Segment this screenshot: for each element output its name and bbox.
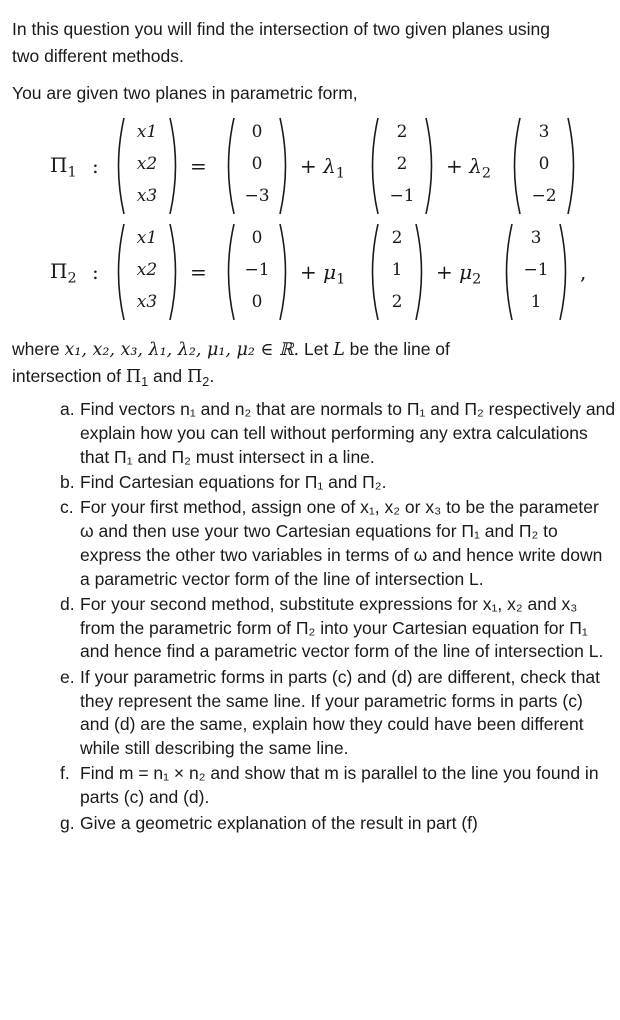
right-paren: [168, 116, 182, 216]
left-paren: [112, 222, 126, 322]
left-paren: [112, 116, 126, 216]
plane-2-equation: [0, 222, 620, 322]
right-paren: [558, 222, 572, 322]
vector-entry: 2: [391, 228, 403, 248]
vector-entry: 0: [538, 154, 550, 174]
question-part-d: [60, 593, 616, 664]
plane-1-coef-2: + $\lambda_2$: [446, 154, 491, 182]
plane-1-point-vector: [222, 116, 292, 216]
question-parts-list: [60, 398, 616, 837]
part-marker: e.: [60, 666, 75, 687]
plane-2-coef-1: + $\mu_1$: [300, 260, 346, 288]
vector-entry: x1: [136, 122, 158, 142]
plane-1-coef-1: + $\lambda_1$: [300, 154, 345, 182]
vector-entry: 0: [251, 292, 263, 312]
plane-1-direction-1: [366, 116, 438, 216]
part-marker: b.: [60, 471, 75, 492]
part-text: Find m = n₁ × n₂ and show that m is parallel to the line you found in parts (c) and (d).: [80, 763, 599, 808]
right-paren: [414, 222, 428, 322]
left-paren: [222, 222, 236, 322]
right-paren: [278, 222, 292, 322]
vector-entry: −1: [389, 186, 415, 206]
right-paren: [566, 116, 580, 216]
where-line-1: where x₁, x₂, x₃, λ₁, λ₂, μ₁, μ₂ ∈ ℝ. Let L be the line of: [12, 339, 450, 360]
question-part-c: [60, 496, 616, 591]
vector-entry: 1: [530, 292, 542, 312]
plane-1-direction-2: [508, 116, 580, 216]
part-marker: a.: [60, 399, 75, 419]
colon: :: [92, 154, 99, 178]
left-paren: [366, 116, 380, 216]
vector-entry: −2: [531, 186, 557, 206]
vector-entry: −1: [523, 260, 549, 280]
question-part-b: [60, 471, 616, 495]
question-part-e: [60, 666, 616, 761]
plane-2-label: $\Pi_2$: [50, 259, 77, 287]
variable-list: x₁, x₂, x₃, λ₁, λ₂, μ₁, μ₂ ∈ ℝ.: [64, 340, 300, 360]
plane-2-direction-1: [366, 222, 428, 322]
part-marker: f.: [60, 763, 70, 784]
vector-entry: 3: [538, 122, 550, 142]
question-part-a: [60, 398, 616, 469]
plane-1-lhs-vector: [112, 116, 182, 216]
plane-1-label: $\Pi_1$: [50, 153, 77, 181]
left-paren: [508, 116, 522, 216]
plane-2-direction-2: [500, 222, 572, 322]
plane-2-coef-2: + $\mu_2$: [436, 260, 482, 288]
left-paren: [500, 222, 514, 322]
where-line-2: intersection of $\Pi_1$ and $\Pi_2$.: [12, 366, 215, 389]
colon: :: [92, 260, 99, 284]
vector-entry: x2: [136, 260, 158, 280]
right-paren: [168, 222, 182, 322]
vector-entry: 2: [396, 154, 408, 174]
vector-entry: 0: [251, 122, 263, 142]
intro-line-2: two different methods.: [12, 46, 184, 66]
right-paren: [424, 116, 438, 216]
part-text: Give a geometric explanation of the result in part (f): [80, 812, 478, 833]
part-text: For your second method, substitute expressions for x₁, x₂ and x₃ from the parametric form of Π₂ into your Cartesian equation for Π₁ and hence find a parametric vector form of the line of intersection L.: [80, 593, 604, 662]
vector-entry: x2: [136, 154, 158, 174]
plane-1-equation: [0, 116, 620, 216]
vector-entry: 2: [391, 292, 403, 312]
part-marker: c.: [60, 497, 74, 518]
intro-line-1: In this question you will find the intersection of two given planes using: [12, 19, 550, 39]
part-text: Find vectors n₁ and n₂ that are normals to Π₁ and Π₂ respectively and explain how you can tell without performing any extra calculations that Π₁ and Π₂ must intersect in a line.: [80, 399, 616, 467]
vector-entry: x3: [136, 186, 158, 206]
intro-line-3: You are given two planes in parametric form,: [12, 83, 358, 103]
vector-entry: 2: [396, 122, 408, 142]
vector-entry: 0: [251, 228, 263, 248]
vector-entry: 3: [530, 228, 542, 248]
vector-entry: x3: [136, 292, 158, 312]
part-text: For your first method, assign one of x₁, x₂ or x₃ to be the parameter ω and then use your two Cartesian equations for Π₁ and Π₂ to express the other two variables in terms of ω and hence write down a parametric vector form of the line of intersection L.: [80, 497, 603, 589]
part-text: If your parametric forms in parts (c) and (d) are different, check that they represent the same line. If your parametric forms in parts (c) and (d) are the same, explain how they could have been different while still describing the same line.: [80, 666, 601, 759]
plane-2-lhs-vector: [112, 222, 182, 322]
part-text: Find Cartesian equations for Π₁ and Π₂.: [80, 471, 387, 492]
left-paren: [366, 222, 380, 322]
left-paren: [222, 116, 236, 216]
equals-sign: =: [190, 154, 207, 178]
vector-entry: x1: [136, 228, 158, 248]
vector-entry: −1: [244, 260, 270, 280]
vector-entry: 1: [391, 260, 403, 280]
part-marker: d.: [60, 593, 75, 614]
vector-entry: −3: [244, 186, 270, 206]
vector-entry: 0: [251, 154, 263, 174]
question-part-g: [60, 812, 616, 836]
equals-sign: =: [190, 260, 207, 284]
trailing-comma: ,: [580, 260, 587, 284]
part-marker: g.: [60, 812, 75, 833]
plane-2-point-vector: [222, 222, 292, 322]
right-paren: [278, 116, 292, 216]
question-part-f: [60, 762, 616, 810]
